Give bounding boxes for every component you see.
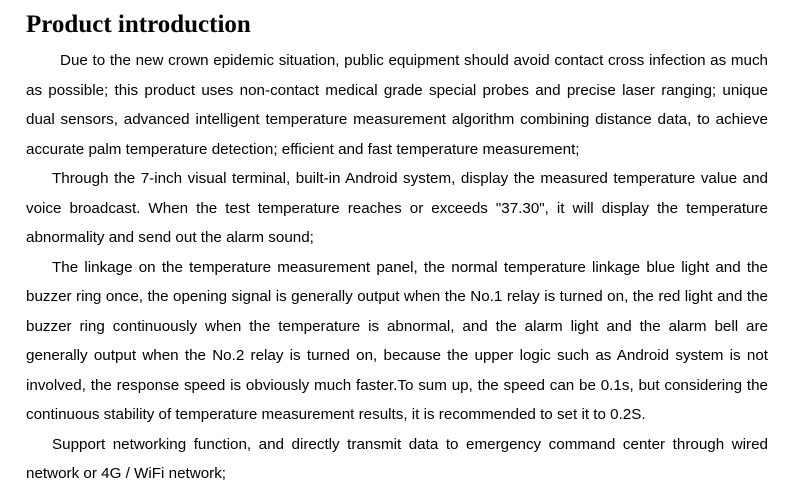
paragraph-4: Support networking function, and directly transmit data to emergency command center through wired network or 4G / WiFi network; xyxy=(26,435,768,482)
paragraph-1: Due to the new crown epidemic situation, public equipment should avoid contact cross infection as much as possible; this product uses non-contact medical grade special probes and precise laser ranging; unique dual sensors, advanced intelligent temperature measurement algorithm combining distance data, to achieve accurate palm temperature detection; efficient and fast temperature measurement; xyxy=(26,52,768,158)
paragraph-2: Through the 7-inch visual terminal, built-in Android system, display the measured temperature value and voice broadcast. When the test temperature reaches or exceeds "37.30", it will display the temperature abnormality and send out the alarm sound; xyxy=(26,170,768,246)
paragraph-3: The linkage on the temperature measurement panel, the normal temperature linkage blue light and the buzzer ring once, the opening signal is generally output when the No.1 relay is turned on, the red light and the buzzer ring continuously when the temperature is abnormal, and the alarm light and the alarm bell are generally output when the No.2 relay is turned on, because the upper logic such as Android system is not involved, the response speed is obviously much faster.To sum up, the speed can be 0.1s, but considering the continuous stability of temperature measurement results, it is recommended to set it to 0.2S. xyxy=(26,258,768,423)
document-body xyxy=(26,46,776,489)
page-title: Product introduction xyxy=(26,11,251,38)
